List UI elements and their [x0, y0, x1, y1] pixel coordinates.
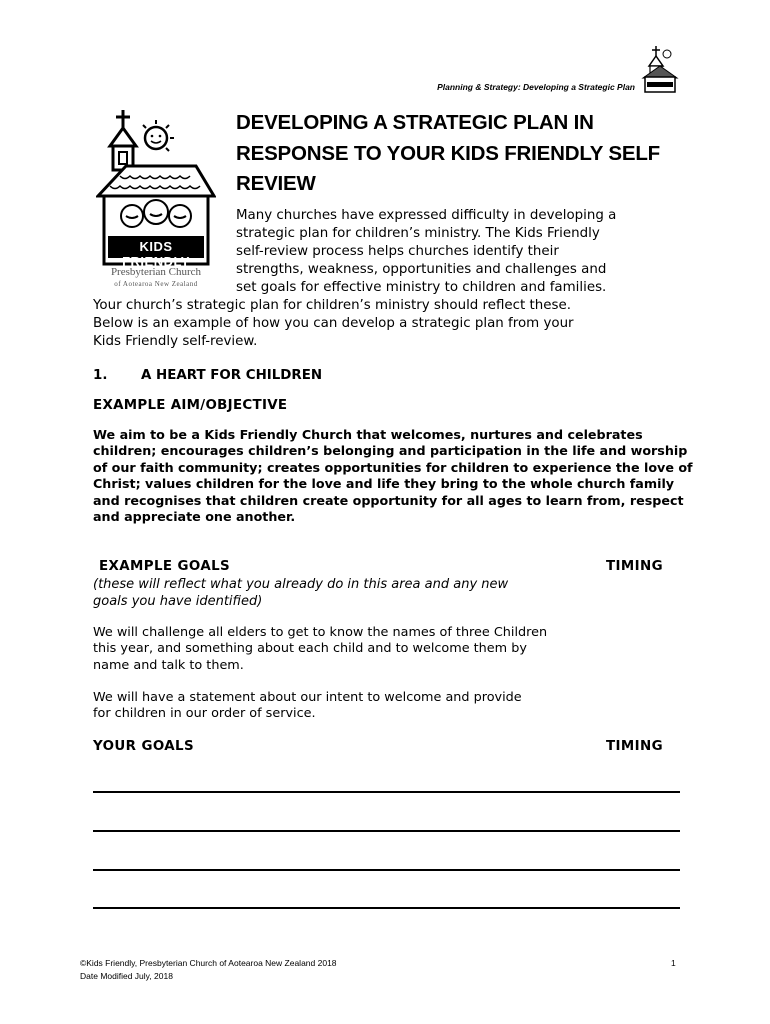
example-timing-label: TIMING [606, 559, 664, 574]
example-goals-note-line1: (these will reflect what you already do in this area and any new [93, 577, 509, 592]
intro-line: strategic plan for children’s ministry. The Kids Friendly [236, 226, 600, 241]
intro-line: strengths, weakness, opportunities and challenges and [236, 262, 607, 277]
logo-org-line2: of Aotearoa New Zealand [114, 280, 198, 288]
logo-banner-text: KIDS FRIENDLY [122, 239, 190, 269]
example-goal-1: We will challenge all elders to get to know the names of three Children this year, and something about each child and to welcome them by name and talk to them. [93, 625, 548, 673]
example-goals-note-line2: goals you have identified) [93, 594, 263, 609]
intro-line: self-review process helps churches identify their [236, 244, 559, 259]
footer-date-modified: Date Modified July, 2018 [80, 971, 173, 981]
intro-line: Below is an example of how you can develop a strategic plan from your [93, 316, 574, 331]
example-goal-2: We will have a statement about our intent to welcome and provide for children in our order of service. [93, 690, 522, 722]
logo-org-line1: Presbyterian Church [110, 266, 202, 278]
example-goals-label: EXAMPLE GOALS [99, 559, 231, 574]
church-house-icon [641, 44, 679, 94]
intro-line: set goals for effective ministry to children and families. [236, 280, 607, 295]
goal-entry-line [93, 830, 680, 832]
goal-entry-line [93, 869, 680, 871]
aim-label: EXAMPLE AIM/OBJECTIVE [93, 398, 288, 413]
kids-friendly-logo [96, 108, 216, 294]
goal-entry-line [93, 791, 680, 793]
page-title: DEVELOPING A STRATEGIC PLAN IN RESPONSE TO YOUR KIDS FRIENDLY SELF REVIEW [236, 111, 660, 195]
intro-line: Kids Friendly self-review. [93, 334, 258, 349]
your-timing-label: TIMING [606, 739, 664, 754]
goal-entry-line [93, 907, 680, 909]
running-header: Planning & Strategy: Developing a Strategic Plan [437, 82, 635, 92]
footer-copyright: ©Kids Friendly, Presbyterian Church of Aotearoa New Zealand 2018 [80, 958, 337, 968]
intro-line: Your church’s strategic plan for children’s ministry should reflect these. [93, 298, 571, 313]
intro-line: Many churches have expressed difficulty in developing a [236, 208, 617, 223]
section-number: 1. [93, 368, 108, 383]
your-goals-label: YOUR GOALS [93, 739, 195, 754]
page-number: 1 [671, 958, 676, 968]
aim-text: We aim to be a Kids Friendly Church that welcomes, nurtures and celebrates children; encourages children’s belonging and participation in the life and worship of our faith community; creates opportunities for children to experience the love of Christ; values children for the love and life they bring to the whole church family and recognises that children create opportunity for all ages to learn from, respect and appreciate one another. [93, 427, 693, 525]
section-heading: A HEART FOR CHILDREN [141, 368, 323, 383]
